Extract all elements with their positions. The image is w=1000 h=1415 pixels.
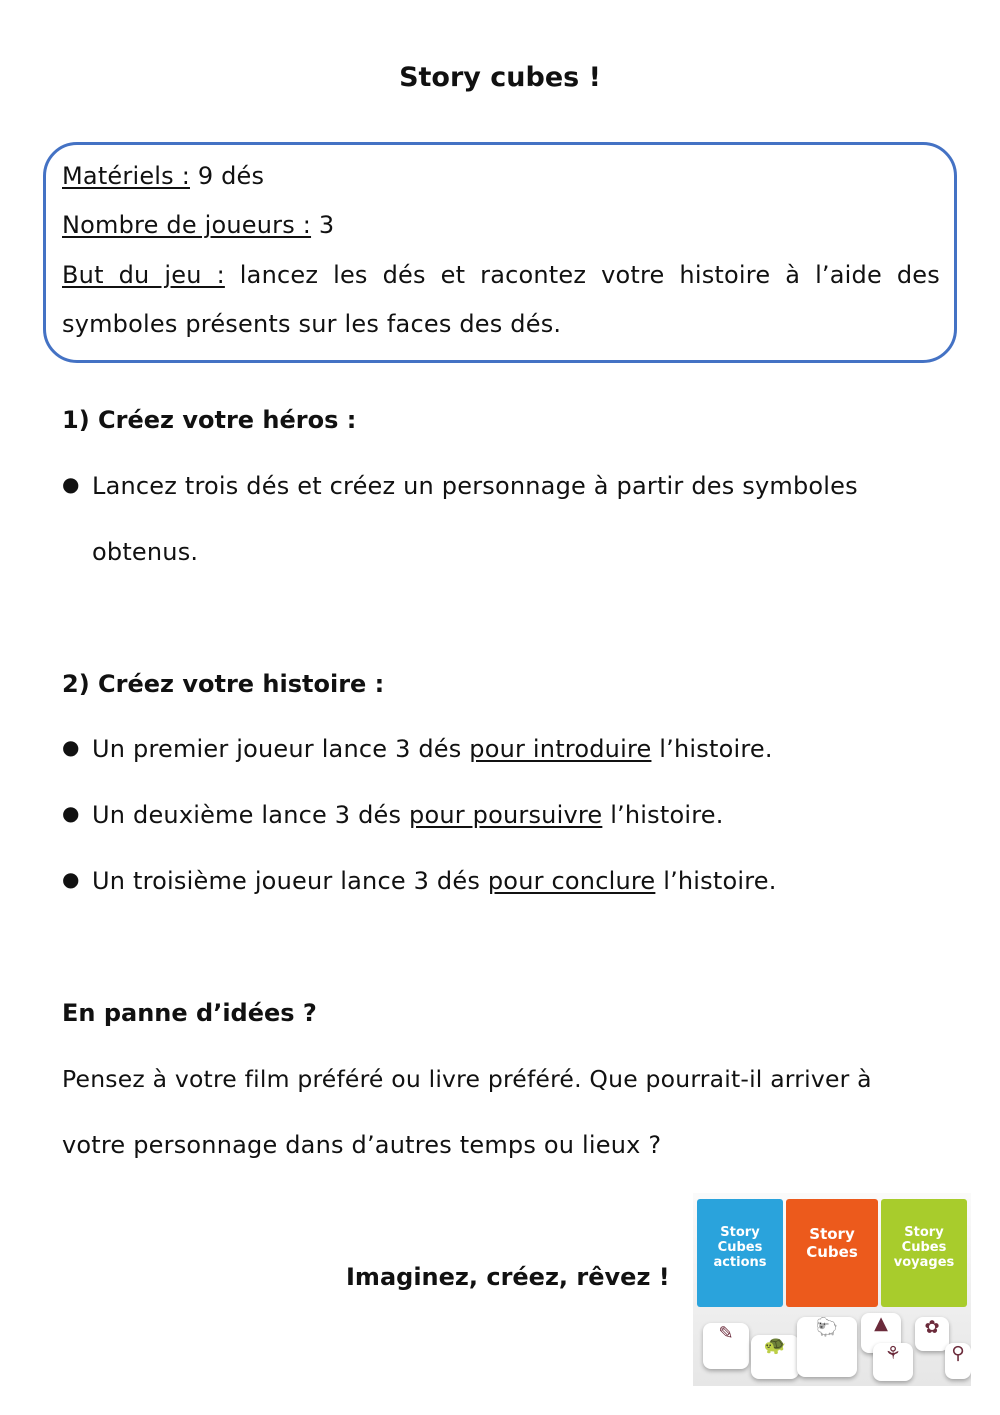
ideas-line-2: votre personnage dans d’autres temps ou lieux ? (62, 1131, 662, 1159)
die: ✎ (703, 1323, 749, 1369)
underlined-phrase: pour conclure (487, 867, 656, 895)
players-value: 3 (311, 211, 335, 239)
section1-heading: 1) Créez votre héros : (62, 406, 357, 434)
ideas-line-1: Pensez à votre film préféré ou livre préféré. Que pourrait-il arriver à (62, 1065, 872, 1093)
orange-box: Story Cubes (786, 1199, 878, 1307)
blue-box: Story Cubes actions (697, 1199, 783, 1307)
die: 🐢 (751, 1335, 799, 1379)
die: ⚲ (945, 1343, 971, 1379)
section2-bullet (62, 735, 773, 763)
bullet-text: Un troisième joueur lance 3 dés (92, 867, 488, 895)
section1-bullet (62, 472, 858, 500)
bullet-text: Un deuxième lance 3 dés (92, 801, 410, 829)
underlined-phrase: pour poursuivre (409, 801, 603, 829)
materials-label: Matériels : (62, 162, 190, 190)
bullet-text: Un premier joueur lance 3 dés (92, 735, 470, 763)
die: 🐑 (797, 1317, 857, 1377)
materials-value: 9 dés (189, 162, 265, 190)
goal-line-2: symboles présents sur les faces des dés. (62, 310, 562, 338)
bullet-text: Lancez trois dés et créez un personnage à partir des symboles (92, 472, 858, 500)
goal-text: lancez les dés et racontez votre histoire à l’aide des (224, 261, 940, 289)
page-title: Story cubes ! (399, 62, 601, 93)
underlined-phrase: pour introduire (469, 735, 652, 763)
section2-heading: 2) Créez votre histoire : (62, 670, 385, 698)
die: ✿ (915, 1317, 949, 1351)
section2-bullet (62, 801, 724, 829)
bullet-icon: ● (62, 472, 80, 496)
bullet-icon: ● (62, 801, 80, 825)
bullet-icon: ● (62, 867, 80, 891)
bullet-text: l’histoire. (602, 801, 724, 829)
section1-bullet-cont: obtenus. (92, 538, 199, 566)
bullet-text: l’histoire. (655, 867, 777, 895)
section2-bullet (62, 867, 777, 895)
die: ▲ (861, 1313, 901, 1353)
goal-label: But du jeu : (62, 261, 225, 289)
green-box: Story Cubes voyages (881, 1199, 967, 1307)
bullet-text: l’histoire. (651, 735, 773, 763)
story-cubes-image (693, 1193, 971, 1386)
ideas-heading: En panne d’idées ? (62, 999, 317, 1027)
goal-line (62, 261, 940, 289)
players-line (62, 211, 334, 239)
bullet-icon: ● (62, 735, 80, 759)
closing-text: Imaginez, créez, rêvez ! (346, 1263, 670, 1291)
materials-line (62, 162, 264, 190)
players-label: Nombre de joueurs : (62, 211, 312, 239)
die: ⚘ (873, 1343, 913, 1381)
